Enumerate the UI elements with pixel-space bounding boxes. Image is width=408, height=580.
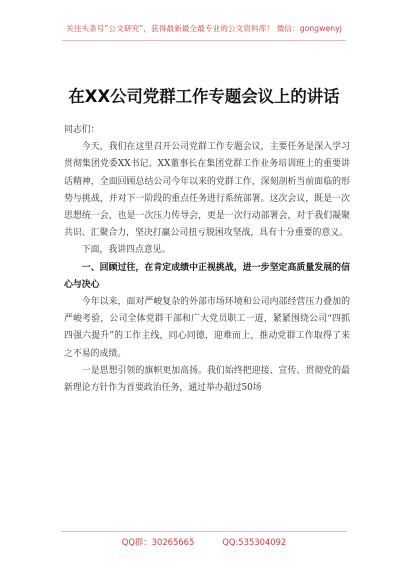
header-divider bbox=[62, 40, 346, 41]
document-body bbox=[64, 122, 350, 397]
paragraph-intro: 今天，我们在这里召开公司党群工作专题会议，主要任务是深入学习贯彻集团党委XX书记、XX董事长在集团党群工作业务培训班上的重要讲话精神，全面回顾总结公司今年以来的党群工作，深刻剖析当前面临的形势与挑战，并对下一阶段的重点任务进行系统部署。这次会议，既是一次思想统一会，也是一次压力传导会，更是一次行动部署会，对于我们凝聚共识、汇聚合力，坚决打赢公司扭亏脱困攻坚战，具有十分重要的意义。 bbox=[64, 142, 350, 239]
paragraph-point-1: 一是思想引领的旗帜更加高扬。我们始终把迎接、宣传、贯彻党的最新理论方针作为首要政治任务，通过举办超过50场 bbox=[64, 365, 350, 394]
header-banner: 关注头条号“公文研究”，获得最新最全最专业的公文资料库！ 微信：gongwenyj bbox=[66, 24, 342, 33]
footer-qq: QQ:535304092 bbox=[222, 537, 287, 547]
footer-qq-group: QQ群：30265665 bbox=[121, 537, 195, 547]
paragraph-review: 今年以来，面对严峻复杂的外部市场环境和公司内部经营压力叠加的严峻考验，公司全体党群干部和广大党员职工一道，紧紧围绕公司“四抓四强六提升”的工作主线，同心同德，迎难而上，推动党群工作取得了来之不易的成绩。 bbox=[64, 297, 350, 359]
footer-divider bbox=[62, 531, 346, 532]
document-title: 在XX公司党群工作专题会议上的讲话 bbox=[68, 87, 340, 106]
paragraph-transition: 下面，我讲四点意见。 bbox=[81, 245, 171, 256]
salutation: 同志们： bbox=[64, 125, 100, 135]
section-heading-1: 一、回顾过往，在肯定成绩中正视挑战，进一步坚定高质量发展的信心与决心 bbox=[64, 262, 350, 290]
footer bbox=[0, 536, 408, 548]
